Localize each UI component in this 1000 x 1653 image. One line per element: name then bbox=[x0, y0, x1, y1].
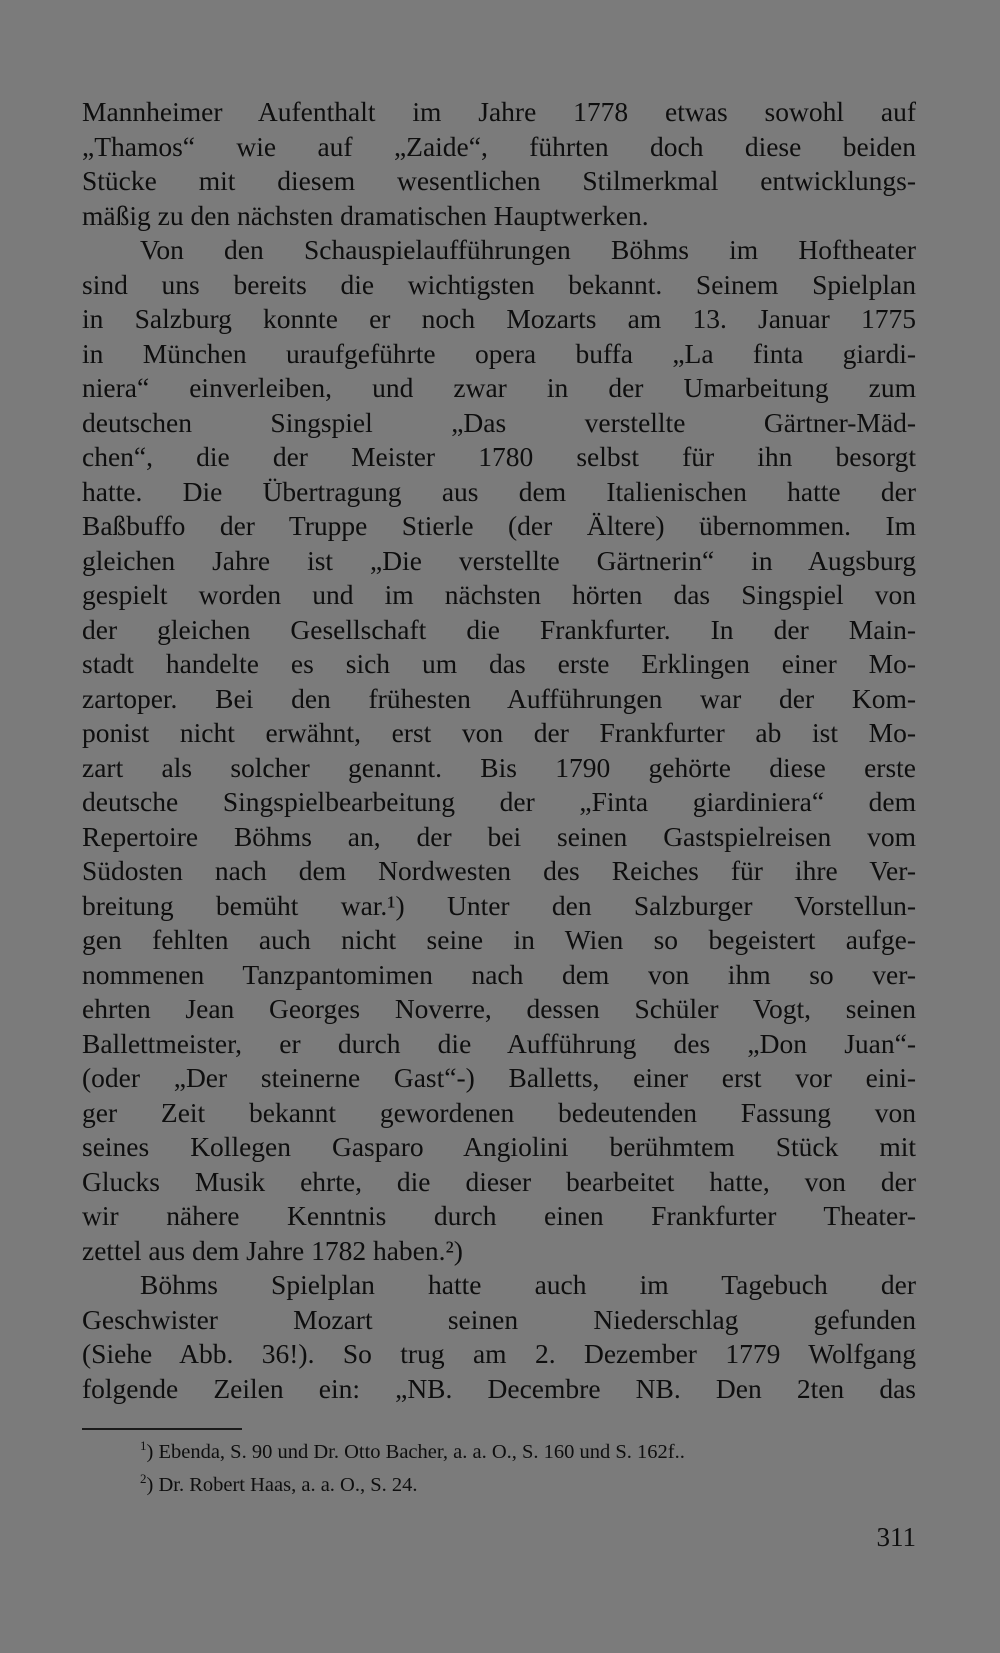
text-line: ger Zeit bekannt gewordenen bedeutenden Fassung von bbox=[82, 1096, 916, 1128]
text-line: folgende Zeilen ein: „NB. Decembre NB. Den 2ten das bbox=[82, 1372, 916, 1404]
text-line: sind uns bereits die wichtigsten bekannt. Seinem Spielplan bbox=[82, 268, 916, 300]
body-text bbox=[82, 95, 916, 1406]
footnote-1 bbox=[140, 1429, 920, 1462]
text-line: der gleichen Gesellschaft die Frankfurter. In der Main- bbox=[82, 613, 916, 645]
footnote-mark: 1 bbox=[140, 1438, 147, 1453]
text-line: Südosten nach dem Nordwesten des Reiches für ihre Ver- bbox=[82, 855, 916, 886]
text-line: (Siehe Abb. 36!). So trug am 2. Dezember 1779 Wolfgang bbox=[82, 1338, 916, 1369]
text-line: stadt handelte es sich um das erste Erklingen einer Mo- bbox=[82, 648, 916, 679]
text-line: zartoper. Bei den frühesten Aufführungen war der Kom- bbox=[82, 682, 916, 714]
text-line: deutsche Singspielbearbeitung der „Finta giardiniera“ dem bbox=[82, 786, 916, 817]
text-line: zettel aus dem Jahre 1782 haben.²) bbox=[82, 1234, 463, 1266]
text-line: Repertoire Böhms an, der bei seinen Gastspielreisen vom bbox=[82, 820, 916, 852]
text-line: Böhms Spielplan hatte auch im Tagebuch der bbox=[140, 1269, 916, 1300]
footnote-mark: 2 bbox=[140, 1471, 147, 1486]
text-line: in Salzburg konnte er noch Mozarts am 13. Januar 1775 bbox=[82, 303, 916, 334]
text-line: Mannheimer Aufenthalt im Jahre 1778 etwas sowohl auf bbox=[82, 96, 916, 127]
text-line: Von den Schauspielaufführungen Böhms im Hoftheater bbox=[140, 234, 916, 265]
page-number: 311 bbox=[876, 1522, 916, 1552]
text-line: Glucks Musik ehrte, die dieser bearbeitet hatte, von der bbox=[82, 1165, 916, 1197]
text-line: gleichen Jahre ist „Die verstellte Gärtnerin“ in Augsburg bbox=[82, 544, 916, 576]
footnote-2 bbox=[140, 1462, 920, 1495]
text-line: niera“ einverleiben, und zwar in der Umarbeitung zum bbox=[82, 372, 916, 403]
text-line: Stücke mit diesem wesentlichen Stilmerkmal entwicklungs- bbox=[82, 165, 916, 196]
text-line: gen fehlten auch nicht seine in Wien so begeistert aufge- bbox=[82, 924, 916, 955]
text-line: gespielt worden und im nächsten hörten das Singspiel von bbox=[82, 579, 916, 610]
text-line: nommenen Tanzpantomimen nach dem von ihm so ver- bbox=[82, 958, 916, 990]
text-line: (oder „Der steinerne Gast“-) Balletts, einer erst vor eini- bbox=[82, 1062, 916, 1093]
text-line: mäßig zu den nächsten dramatischen Hauptwerken. bbox=[82, 199, 649, 231]
footnote-text: ) Dr. Robert Haas, a. a. O., S. 24. bbox=[146, 1474, 418, 1496]
text-line: breitung bemüht war.¹) Unter den Salzburger Vorstellun- bbox=[82, 889, 916, 921]
text-line: deutschen Singspiel „Das verstellte Gärtner-Mäd- bbox=[82, 406, 916, 438]
text-line: wir nähere Kenntnis durch einen Frankfurter Theater- bbox=[82, 1200, 916, 1231]
text-line: Ballettmeister, er durch die Aufführung des „Don Juan“- bbox=[82, 1027, 916, 1059]
footnotes bbox=[140, 1429, 920, 1495]
footnote-text: ) Ebenda, S. 90 und Dr. Otto Bacher, a. a. O., S. 160 und S. 162f.. bbox=[146, 1441, 685, 1463]
text-line: Baßbuffo der Truppe Stierle (der Ältere) übernommen. Im bbox=[82, 510, 916, 541]
text-line: Geschwister Mozart seinen Niederschlag gefunden bbox=[82, 1303, 916, 1335]
text-line: chen“, die der Meister 1780 selbst für ihn besorgt bbox=[82, 441, 916, 472]
text-line: „Thamos“ wie auf „Zaide“, führten doch diese beiden bbox=[82, 130, 916, 162]
text-line: ponist nicht erwähnt, erst von der Frankfurter ab ist Mo- bbox=[82, 717, 916, 748]
text-line: zart als solcher genannt. Bis 1790 gehörte diese erste bbox=[82, 751, 916, 783]
text-line: seines Kollegen Gasparo Angiolini berühmtem Stück mit bbox=[82, 1131, 916, 1162]
text-line: in München uraufgeführte opera buffa „La finta giardi- bbox=[82, 337, 916, 369]
text-line: hatte. Die Übertragung aus dem Italienischen hatte der bbox=[82, 475, 916, 507]
text-line: ehrten Jean Georges Noverre, dessen Schüler Vogt, seinen bbox=[82, 993, 916, 1024]
